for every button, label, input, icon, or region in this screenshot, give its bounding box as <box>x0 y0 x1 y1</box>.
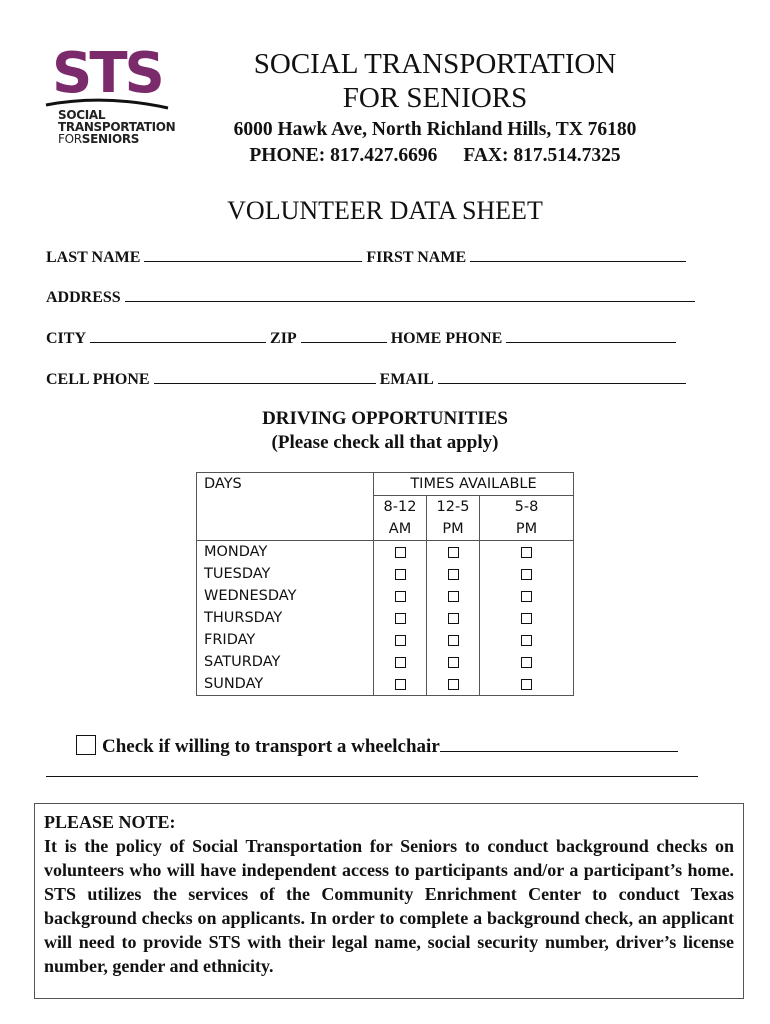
slot-header-afternoon: 12-5 PM <box>427 496 480 541</box>
checkbox[interactable] <box>448 591 459 602</box>
checkbox[interactable] <box>395 613 406 624</box>
wheelchair-checkbox[interactable] <box>76 735 96 755</box>
last-name-label: LAST NAME <box>46 249 141 266</box>
org-fax: FAX: 817.514.7325 <box>463 145 621 166</box>
policy-note <box>34 803 744 999</box>
checkbox[interactable] <box>448 547 459 558</box>
city-row <box>46 328 680 350</box>
cell-phone-field[interactable] <box>154 369 376 384</box>
table-header-row <box>197 473 574 496</box>
checkbox[interactable] <box>395 657 406 668</box>
schedule-table <box>196 472 574 696</box>
afternoon-checkbox-column <box>427 541 480 696</box>
logo-mark: STS <box>52 41 162 106</box>
checkbox[interactable] <box>521 547 532 558</box>
checkbox[interactable] <box>395 569 406 580</box>
checkbox[interactable] <box>395 635 406 646</box>
checkbox[interactable] <box>521 657 532 668</box>
driving-title: DRIVING OPPORTUNITIES <box>262 408 508 429</box>
org-contact <box>200 144 670 168</box>
email-field[interactable] <box>438 369 686 384</box>
home-phone-label: HOME PHONE <box>390 330 503 347</box>
cell-email-row <box>46 369 690 391</box>
note-heading: PLEASE NOTE: <box>44 812 176 832</box>
first-name-field[interactable] <box>470 247 686 262</box>
city-label: CITY <box>46 330 87 347</box>
logo-text-social: SOCIAL <box>58 108 106 122</box>
logo-text-transportation: TRANSPORTATION <box>58 120 176 134</box>
last-name-field[interactable] <box>144 247 362 262</box>
table-row <box>197 541 574 696</box>
checkbox[interactable] <box>521 569 532 580</box>
org-address: 6000 Hawk Ave, North Richland Hills, TX 76180 <box>233 119 637 140</box>
checkbox[interactable] <box>448 569 459 580</box>
city-field[interactable] <box>90 328 266 343</box>
checkbox[interactable] <box>395 547 406 558</box>
org-title-line1: SOCIAL TRANSPORTATION <box>253 48 617 80</box>
address-label: ADDRESS <box>46 289 121 306</box>
evening-checkbox-column <box>480 541 574 696</box>
extra-line-field[interactable] <box>46 776 698 777</box>
checkbox[interactable] <box>521 679 532 690</box>
logo-text-for-seniors <box>58 133 139 145</box>
address-field[interactable] <box>125 287 695 302</box>
org-phone: PHONE: 817.427.6696 <box>249 145 438 166</box>
home-phone-field[interactable] <box>506 328 676 343</box>
days-header: DAYS <box>197 473 374 541</box>
checkbox[interactable] <box>448 679 459 690</box>
logo-text-for: FOR <box>58 132 82 146</box>
slot-header-evening: 5-8 PM <box>480 496 574 541</box>
name-row <box>46 247 690 269</box>
wheelchair-notes-field[interactable] <box>440 737 678 752</box>
wheelchair-row <box>76 735 682 759</box>
page-title: VOLUNTEER DATA SHEET <box>227 196 543 225</box>
cell-phone-label: CELL PHONE <box>46 371 150 388</box>
times-header: TIMES AVAILABLE <box>374 473 574 496</box>
org-title-line2: FOR SENIORS <box>342 82 528 114</box>
logo-text-seniors: SENIORS <box>81 132 140 146</box>
checkbox[interactable] <box>395 591 406 602</box>
checkbox[interactable] <box>521 613 532 624</box>
checkbox[interactable] <box>448 657 459 668</box>
sts-logo <box>44 41 194 146</box>
checkbox[interactable] <box>448 635 459 646</box>
first-name-label: FIRST NAME <box>366 249 467 266</box>
driving-subtitle: (Please check all that apply) <box>271 432 499 453</box>
note-body: It is the policy of Social Transportation for Seniors to conduct background checks on volunteers who will have independent access to participants and/or a participant’s home. STS utilizes the services of the Community Enrichment Center to conduct Texas background checks on applicants. In order to complete a background check, an applicant will need to provide STS with their legal name, social security number, driver’s license number, gender and ethnicity. <box>44 836 734 976</box>
zip-label: ZIP <box>270 330 297 347</box>
checkbox[interactable] <box>395 679 406 690</box>
checkbox[interactable] <box>448 613 459 624</box>
morning-checkbox-column <box>374 541 427 696</box>
zip-field[interactable] <box>301 328 387 343</box>
email-label: EMAIL <box>379 371 434 388</box>
day-label: MONDAY TUESDAY WEDNESDAY THURSDAY FRIDAY SATURDAY SUNDAY <box>197 541 374 696</box>
checkbox[interactable] <box>521 591 532 602</box>
slot-header-morning: 8-12 AM <box>374 496 427 541</box>
checkbox[interactable] <box>521 635 532 646</box>
address-row <box>46 287 699 309</box>
wheelchair-label: Check if willing to transport a wheelchair <box>102 736 440 757</box>
